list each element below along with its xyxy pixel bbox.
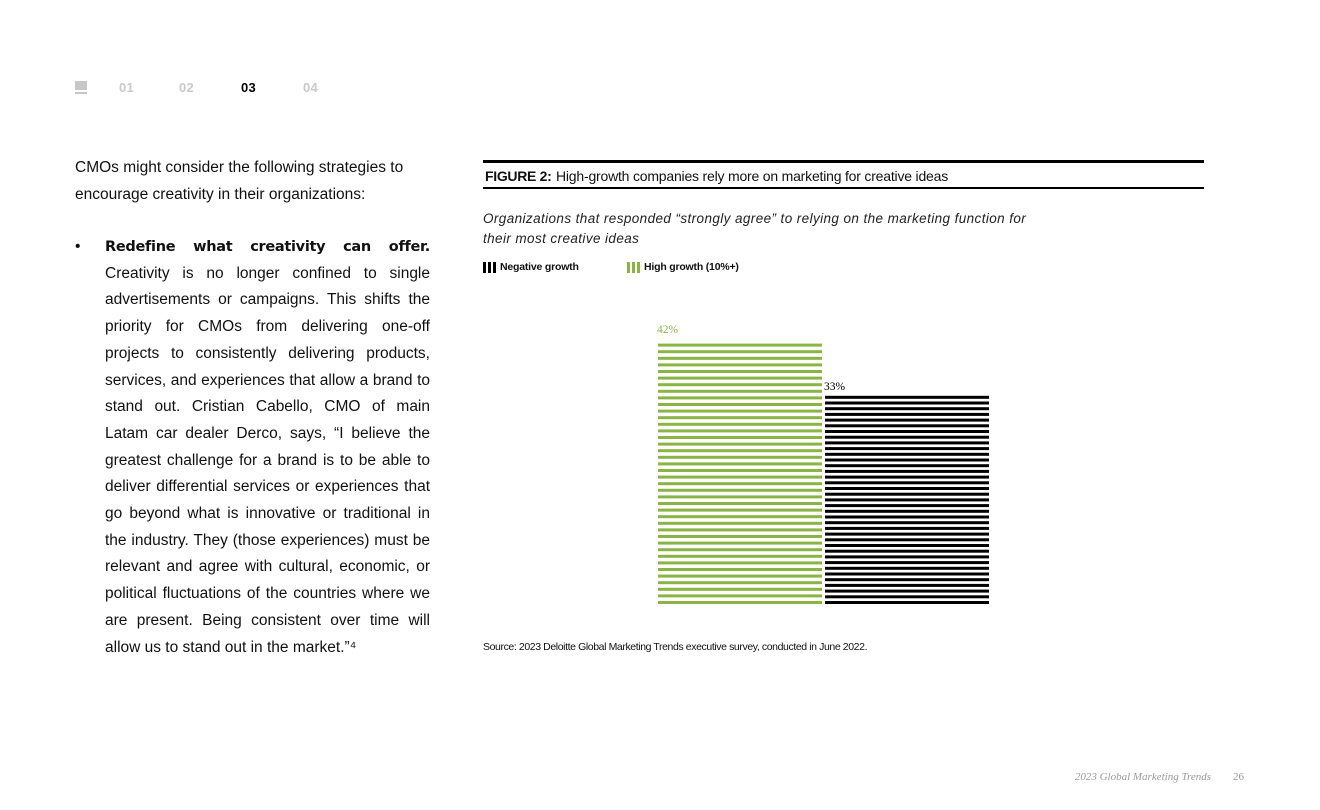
bullet-marker: • [75, 238, 81, 255]
legend-label-negative: Negative growth [500, 261, 579, 273]
tab-03[interactable]: 03 [241, 80, 257, 95]
tab-01[interactable]: 01 [119, 80, 135, 95]
bar-negative-growth [825, 396, 989, 604]
bullet-body: Creativity is no longer confined to single advertisements or campaigns. This shifts the priority for CMOs from delivering one-off projects to consistently delivering products, services, and experiences that allow a brand to stand out. Cristian Cabello, CMO of main Latam car dealer Derco, says, “I believe the greatest challenge for a brand is to be able to deliver differential services or experiences that go beyond what is innovative or traditional in the industry. They (those experiences) must be relevant and agree with cultural, economic, or political fluctuations of the countries where we are present. Being consistent over time will allow us to stand out in the market.”⁴ [105, 264, 430, 656]
figure-subtitle: Organizations that responded “strongly agree” to relying on the marketing function for their most creative ideas [483, 211, 1027, 246]
bullet-lead: Redefine what creativity can offer. [105, 239, 430, 255]
tab-04[interactable]: 04 [303, 80, 319, 95]
figure-label: FIGURE 2: [485, 168, 552, 184]
intro-paragraph: CMOs might consider the following strategies to encourage creativity in their organizations: [75, 159, 404, 203]
publication-title: 2023 Global Marketing Trends [1074, 771, 1211, 783]
figure-title: High-growth companies rely more on marketing for creative ideas [555, 168, 949, 184]
data-label-high-growth: 42% [657, 324, 679, 336]
page-number: 26 [1233, 771, 1244, 783]
bar-high-growth [658, 344, 822, 604]
data-label-negative-growth: 33% [824, 380, 846, 393]
tab-02[interactable]: 02 [179, 80, 195, 95]
legend-label-high: High growth (10%+) [644, 261, 739, 273]
figure-source: Source: 2023 Deloitte Global Marketing Trends executive survey, conducted in June 2022. [483, 641, 868, 653]
page-footer [1075, 771, 1244, 783]
